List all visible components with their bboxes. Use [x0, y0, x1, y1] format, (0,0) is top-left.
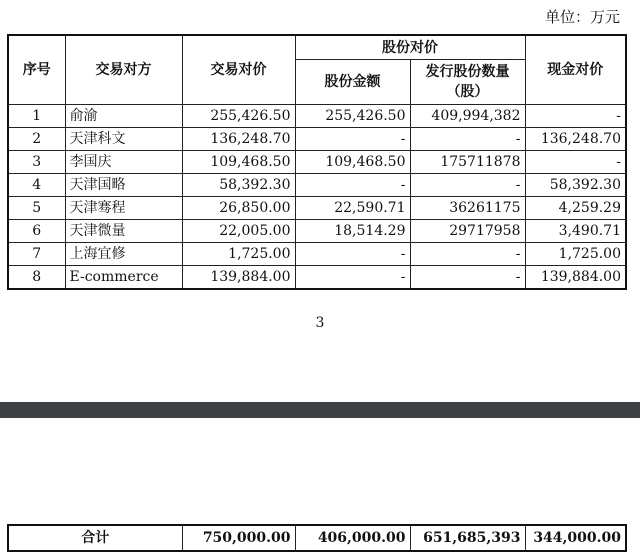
cell-share-count: - [410, 174, 525, 197]
cell-consideration: 109,468.50 [182, 151, 295, 174]
page-divider [0, 402, 640, 418]
cell-counterparty: 天津骞程 [65, 197, 182, 220]
cell-counterparty: 天津科文 [65, 128, 182, 151]
transaction-table [7, 34, 627, 290]
unit-label: 单位：万元 [544, 8, 620, 26]
cell-cash: 1,725.00 [525, 243, 626, 266]
cell-share-count: 36261175 [410, 197, 525, 220]
table-row [8, 128, 626, 151]
header-consideration: 交易对价 [182, 35, 295, 105]
cell-seq: 8 [8, 266, 65, 290]
cell-share-amount: - [295, 243, 410, 266]
cell-counterparty: 李国庆 [65, 151, 182, 174]
cell-share-count: 175711878 [410, 151, 525, 174]
cell-cash: - [525, 105, 626, 128]
cell-share-amount: 255,426.50 [295, 105, 410, 128]
cell-share-amount: 109,468.50 [295, 151, 410, 174]
cell-consideration: 255,426.50 [182, 105, 295, 128]
cell-seq: 4 [8, 174, 65, 197]
cell-seq: 5 [8, 197, 65, 220]
cell-cash: 136,248.70 [525, 128, 626, 151]
total-share-count: 651,685,393 [410, 525, 525, 551]
cell-counterparty: 俞渝 [65, 105, 182, 128]
cell-cash: - [525, 151, 626, 174]
cell-cash: 3,490.71 [525, 220, 626, 243]
cell-seq: 1 [8, 105, 65, 128]
table-row [8, 105, 626, 128]
cell-share-amount: - [295, 128, 410, 151]
cell-share-amount: 18,514.29 [295, 220, 410, 243]
total-cash: 344,000.00 [525, 525, 626, 551]
cell-seq: 2 [8, 128, 65, 151]
header-share-count-line2: （股） [446, 84, 489, 100]
table-row [8, 151, 626, 174]
header-cash-consideration: 现金对价 [525, 35, 626, 105]
header-share-amount: 股份金额 [295, 60, 410, 105]
table-row [8, 266, 626, 290]
table-row [8, 220, 626, 243]
header-seq: 序号 [8, 35, 65, 105]
cell-seq: 3 [8, 151, 65, 174]
cell-counterparty: 天津国略 [65, 174, 182, 197]
total-label: 合计 [8, 525, 182, 551]
cell-counterparty: E-commerce [65, 266, 182, 290]
cell-consideration: 26,850.00 [182, 197, 295, 220]
cell-cash: 58,392.30 [525, 174, 626, 197]
cell-share-count: - [410, 243, 525, 266]
cell-cash: 4,259.29 [525, 197, 626, 220]
table-row [8, 243, 626, 266]
table-row [8, 197, 626, 220]
cell-share-amount: - [295, 174, 410, 197]
cell-consideration: 139,884.00 [182, 266, 295, 290]
cell-share-amount: 22,590.71 [295, 197, 410, 220]
cell-share-amount: - [295, 266, 410, 290]
cell-share-count: - [410, 266, 525, 290]
cell-seq: 6 [8, 220, 65, 243]
cell-share-count: 409,994,382 [410, 105, 525, 128]
page-number: 3 [315, 315, 325, 331]
cell-seq: 7 [8, 243, 65, 266]
total-row [8, 525, 626, 551]
total-share-amount: 406,000.00 [295, 525, 410, 551]
cell-cash: 139,884.00 [525, 266, 626, 290]
header-share-count [410, 60, 525, 105]
cell-counterparty: 上海宜修 [65, 243, 182, 266]
cell-consideration: 58,392.30 [182, 174, 295, 197]
cell-share-count: - [410, 128, 525, 151]
header-share-consideration: 股份对价 [295, 35, 525, 60]
cell-share-count: 29717958 [410, 220, 525, 243]
header-counterparty: 交易对方 [65, 35, 182, 105]
cell-consideration: 136,248.70 [182, 128, 295, 151]
total-consideration: 750,000.00 [182, 525, 295, 551]
cell-counterparty: 天津微量 [65, 220, 182, 243]
total-table [7, 524, 627, 552]
header-share-count-line1: 发行股份数量 [425, 64, 510, 80]
table-row [8, 174, 626, 197]
cell-consideration: 1,725.00 [182, 243, 295, 266]
cell-consideration: 22,005.00 [182, 220, 295, 243]
